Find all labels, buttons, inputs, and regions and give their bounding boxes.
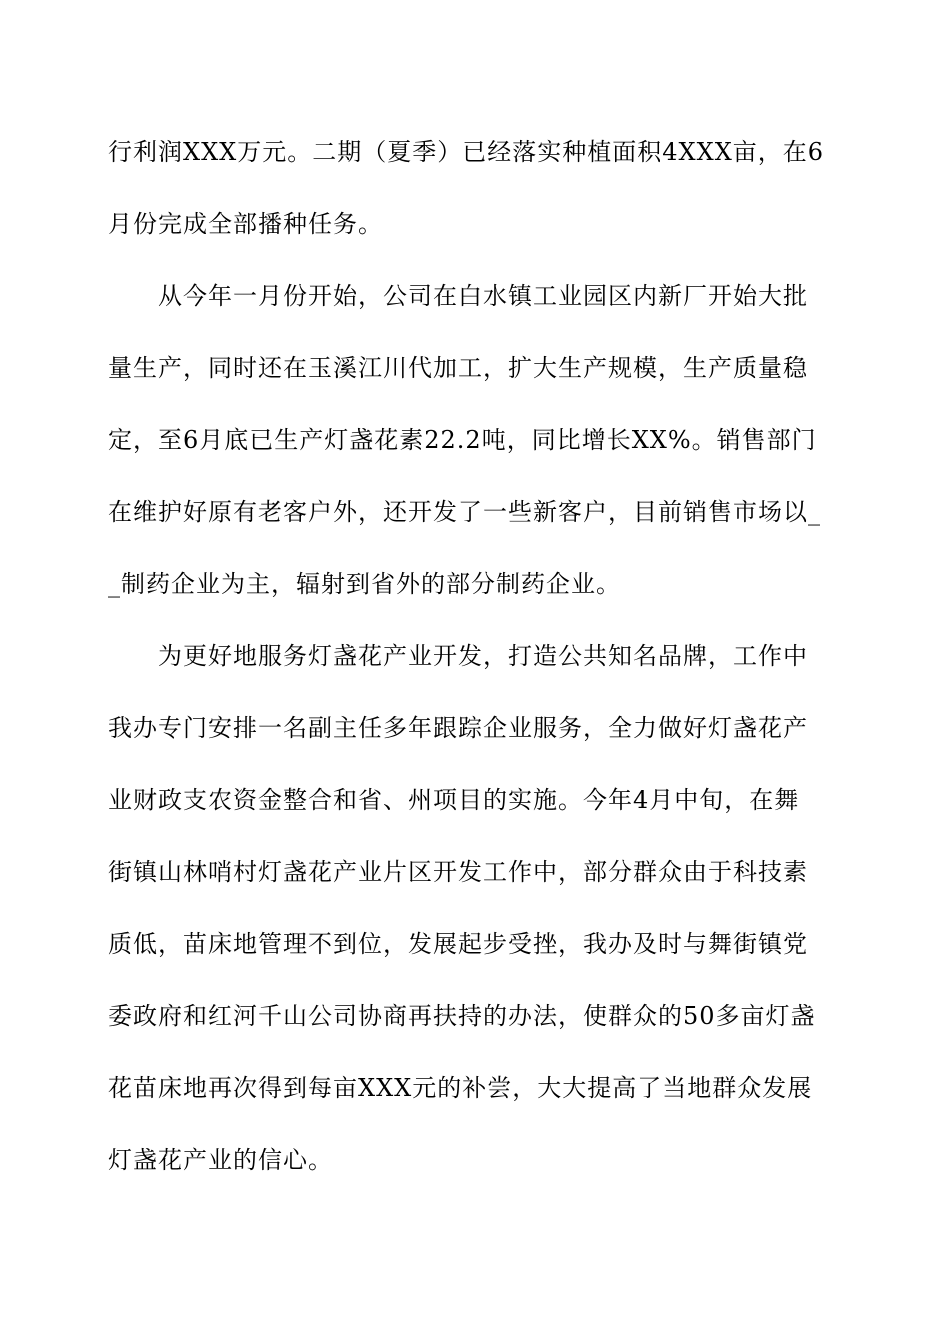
text-line: 月份完成全部播种任务。: [108, 210, 383, 238]
paragraph-start-line: 从今年一月份开始，公司在白水镇工业园区内新厂开始大批: [158, 282, 808, 310]
text-line: _制药企业为主，辐射到省外的部分制药企业。: [108, 570, 621, 598]
text-line: 行利润XXX万元。二期（夏季）已经落实种植面积4XXX亩，在6: [108, 138, 825, 166]
text-line: 业财政支农资金整合和省、州项目的实施。今年4月中旬，在舞: [108, 786, 800, 814]
text-line: 街镇山林哨村灯盏花产业片区开发工作中，部分群众由于科技素: [108, 858, 808, 886]
text-line: 质低，苗床地管理不到位，发展起步受挫，我办及时与舞街镇党: [108, 930, 808, 958]
text-line: 委政府和红河千山公司协商再扶持的办法，使群众的50多亩灯盏: [108, 1002, 816, 1030]
text-line: 花苗床地再次得到每亩XXX元的补尝，大大提高了当地群众发展: [108, 1074, 813, 1102]
text-line: 量生产，同时还在玉溪江川代加工，扩大生产规模，生产质量稳: [108, 354, 808, 382]
text-line: 灯盏花产业的信心。: [108, 1146, 333, 1174]
paragraph-start-line: 为更好地服务灯盏花产业开发，打造公共知名品牌，工作中: [158, 642, 808, 670]
text-line: 在维护好原有老客户外，还开发了一些新客户，目前销售市场以_: [108, 498, 821, 526]
text-line: 我办专门安排一名副主任多年跟踪企业服务，全力做好灯盏花产: [108, 714, 808, 742]
text-line: 定，至6月底已生产灯盏花素22.2吨，同比增长XX%。销售部门: [108, 426, 817, 454]
